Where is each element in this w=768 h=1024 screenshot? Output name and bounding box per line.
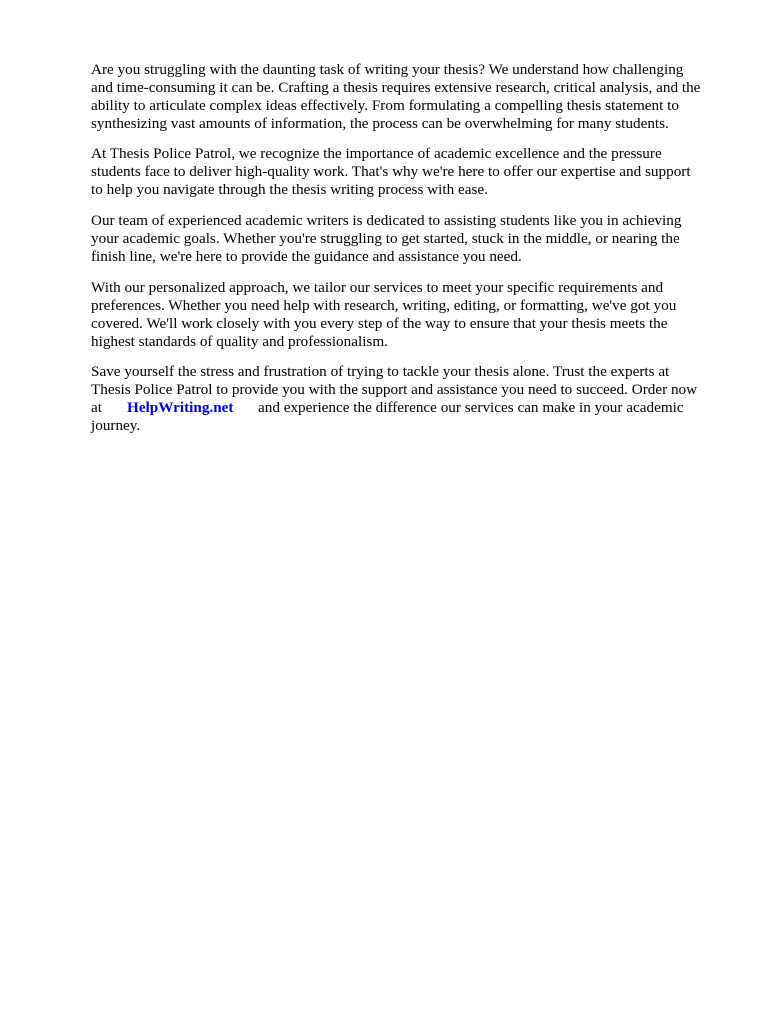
- paragraph-line: and time-consuming it can be. Crafting a thesis requires extensive research, critical analysis, and the: [91, 79, 701, 96]
- paragraph-line: your academic goals. Whether you're struggling to get started, stuck in the middle, or nearing the: [91, 230, 680, 247]
- paragraph-line: synthesizing vast amounts of information, the process can be overwhelming for many students.: [91, 115, 669, 132]
- helpwriting-link[interactable]: HelpWriting.net: [127, 399, 234, 416]
- paragraph-line: Thesis Police Patrol to provide you with the support and assistance you need to succeed. Order now: [91, 381, 698, 398]
- paragraph-line: ability to articulate complex ideas effectively. From formulating a compelling thesis statement to: [91, 97, 679, 114]
- paragraph-line: to help you navigate through the thesis writing process with ease.: [91, 181, 488, 198]
- paragraph-line: Save yourself the stress and frustration of trying to tackle your thesis alone. Trust the experts at: [91, 363, 670, 380]
- paragraph-line: students face to deliver high-quality work. That's why we're here to offer our expertise and support: [91, 163, 691, 180]
- paragraph-line: finish line, we're here to provide the guidance and assistance you need.: [91, 248, 522, 265]
- paragraph-line: covered. We'll work closely with you every step of the way to ensure that your thesis meets the: [91, 315, 668, 332]
- paragraph-line: Our team of experienced academic writers is dedicated to assisting students like you in achieving: [91, 212, 682, 229]
- link-line-after-text: and experience the difference our services can make in your academic: [258, 399, 684, 416]
- paragraph-line: With our personalized approach, we tailor our services to meet your specific requirements and: [91, 279, 664, 296]
- link-line-before-text: at: [91, 399, 102, 416]
- paragraph-line: highest standards of quality and professionalism.: [91, 333, 388, 350]
- paragraph-line: preferences. Whether you need help with research, writing, editing, or formatting, we've got you: [91, 297, 677, 314]
- paragraph-line: Are you struggling with the daunting task of writing your thesis? We understand how challenging: [91, 61, 684, 78]
- paragraph-line: At Thesis Police Patrol, we recognize the importance of academic excellence and the pressure: [91, 145, 662, 162]
- paragraph-line: journey.: [91, 417, 141, 434]
